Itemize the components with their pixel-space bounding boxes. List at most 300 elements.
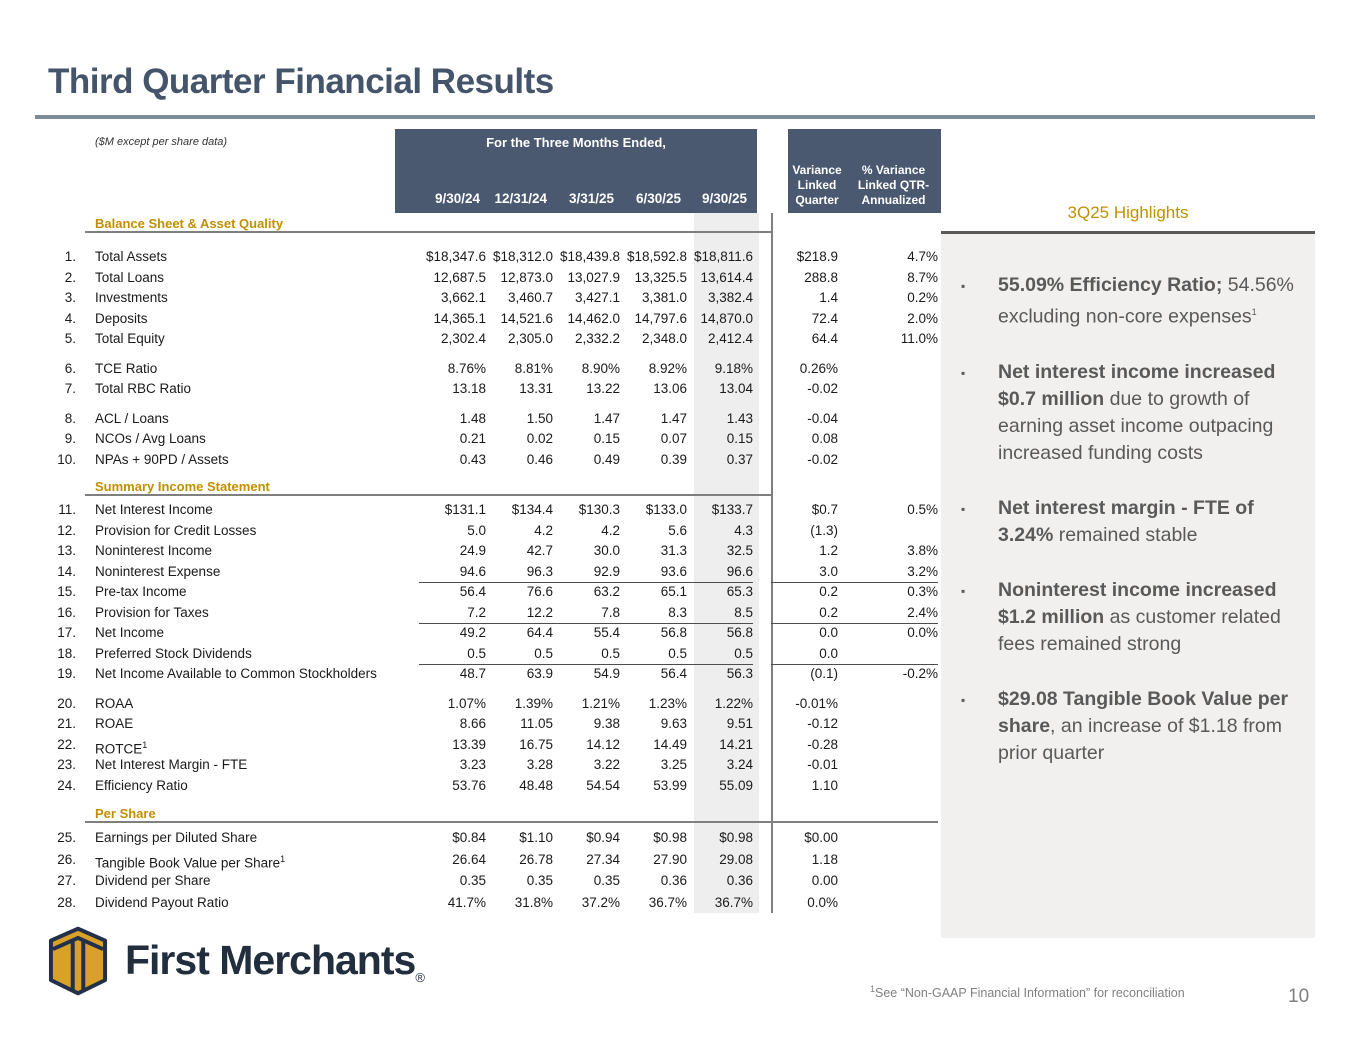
bullet-square-icon: ▪ [961,692,966,707]
row-label: Net Interest Income [95,502,213,517]
table-sections [40,213,938,913]
value-cell: 14,870.0 [700,310,753,326]
pct-variance-cell: 3.2% [838,562,938,584]
section-rows [40,500,938,796]
row-number: 19. [57,666,76,681]
table-row [40,288,938,309]
pct-variance-cell [838,521,938,542]
footnote: $^1$See “Non-GAAP Financial Information” for reconciliation [870,984,1185,1001]
value-cell: 0.21 [459,431,486,446]
value-cell: 9.38 [593,716,620,731]
row-label: Deposits [95,310,148,326]
value-cell: 4.3 [734,522,753,538]
row-number: 4. [64,310,76,326]
row-label: Investments [95,290,168,305]
value-cell: 48.7 [459,666,486,681]
value-cell: 1.50 [526,410,553,426]
value-cell: 0.46 [526,451,553,467]
variance-cell: -0.01 [807,757,838,772]
value-cell: 3.25 [660,757,687,772]
pct-variance-cell: 0.5% [907,502,938,517]
row-label: Total Loans [95,269,165,285]
value-cell: 7.8 [553,603,620,625]
row-label: TCE Ratio [95,360,158,376]
row-number: 20. [57,695,76,711]
table-row [40,450,938,471]
row-number: 14. [57,563,76,579]
row-number: 17. [57,625,76,640]
row-label: Tangible Book Value per Share$^1$ [95,853,286,870]
value-cell: 0.35 [593,873,620,888]
value-cell: 7.2 [419,603,486,625]
pct-variance-cell [838,379,938,400]
pct-variance-cell [838,714,938,735]
registered-mark: ® [415,970,424,985]
date-columns-row [40,187,938,211]
highlight-bullet [961,359,1299,467]
row-number: 23. [57,757,76,772]
value-cell: 3.28 [526,757,553,772]
divider-gap [753,892,771,914]
highlight-bullet [961,495,1299,549]
value-cell: 0.5 [620,644,687,666]
row-label: Total Assets [95,249,168,264]
pct-variance-cell [838,359,938,380]
date-column-5: 9/30/25 [701,191,747,206]
value-cell: 24.9 [459,543,486,558]
value-cell: 0.5 [419,644,486,666]
row-number: 13. [57,543,76,558]
row-number: 15. [57,584,76,599]
table-row [40,359,938,380]
value-cell: 96.6 [687,562,753,584]
value-cell: 3,662.1 [440,290,486,305]
value-cell: $0.98 [653,830,687,845]
value-cell: 93.6 [620,562,687,584]
divider-gap [753,694,771,715]
pct-variance-cell [838,409,938,430]
value-cell: $0.94 [586,830,620,845]
pct-variance-cell: 0.2% [907,290,938,305]
table-row [40,268,938,289]
value-cell: $133.7 [711,502,753,517]
variance-cell: 0.0 [771,644,838,666]
value-cell: 3.23 [459,757,486,772]
table-row [40,664,938,685]
value-cell: 0.36 [726,873,753,888]
row-label: Earnings per Diluted Share [95,830,258,845]
value-cell: 48.48 [519,777,553,793]
pct-variance-cell [838,644,938,666]
company-logo [45,926,424,996]
pct-variance-cell [838,755,938,776]
value-cell: 92.9 [553,562,620,584]
divider-gap [753,359,771,380]
value-cell: 31.8% [514,894,553,910]
variance-cell: 0.0% [807,894,838,910]
divider-gap [753,450,771,471]
value-cell: 1.47 [593,410,620,426]
row-label: Dividend per Share [95,873,211,888]
table-row [40,623,938,644]
value-cell: 0.37 [726,451,753,467]
pct-variance-cell [838,450,938,471]
value-cell: $18,592.8 [626,249,687,264]
divider-gap [753,268,771,289]
value-cell: 2,412.4 [707,331,753,346]
value-cell: 36.7% [714,894,753,910]
value-cell: 13.06 [653,381,687,396]
value-cell: 96.3 [486,562,553,584]
divider-gap [753,288,771,309]
value-cell: 0.5 [486,644,553,666]
variance-cell: $0.7 [811,502,838,517]
value-cell: 0.39 [660,451,687,467]
variance-cell: 0.0 [819,625,838,640]
variance-cell: -0.28 [807,736,838,752]
bullet-text [998,359,1299,467]
variance-cell: (0.1) [810,666,838,681]
value-cell: 30.0 [593,543,620,558]
value-cell: 13,325.5 [634,269,687,285]
pct-variance-cell [838,776,938,797]
variance-cell: 64.4 [811,331,838,346]
value-cell: $131.1 [444,502,486,517]
pct-variance-cell [838,827,938,849]
value-cell: 65.3 [726,584,753,599]
row-label-superscript: 1 [142,739,148,750]
bullet-text [998,577,1299,658]
value-cell: $134.4 [511,502,553,517]
section-rows [40,827,938,913]
units-note: ($M except per share data) [95,136,228,148]
value-cell: 49.2 [459,625,486,640]
row-number: 9. [64,431,76,446]
value-cell: $18,811.6 [693,249,753,264]
table-row [40,521,938,542]
row-number: 25. [57,830,76,845]
variance-cell: 0.2 [771,603,838,625]
row-number: 5. [64,331,76,346]
variance-cell: 0.2 [819,584,838,599]
table-row [40,562,938,583]
value-cell: $18,347.6 [425,249,486,264]
title-divider [35,115,1315,119]
table-row [40,694,938,715]
value-cell: 13,027.9 [567,269,620,285]
variance-cell: 288.8 [804,269,838,285]
value-cell: 0.5 [687,644,753,666]
divider-gap [753,541,771,562]
pct-variance-cell: -0.2% [902,666,938,681]
bullet-bold-text: Net interest income increased $0.7 million [998,360,1276,410]
value-cell: 65.1 [660,584,687,599]
pct-variance-cell [838,892,938,914]
table-section [40,479,938,796]
row-label: Net Income [95,625,165,640]
value-cell: 63.9 [526,666,553,681]
value-cell: $0.84 [452,830,486,845]
value-cell: 56.3 [726,666,753,681]
table-row [40,429,938,450]
bullet-square-icon: ▪ [961,583,966,598]
value-cell: 26.64 [452,851,486,867]
value-cell: 27.90 [653,851,687,867]
divider-gap [753,870,771,892]
table-row [40,309,938,330]
value-cell: 8.76% [447,360,486,376]
value-cell: 26.78 [519,851,553,867]
value-cell: 13.04 [719,381,753,396]
value-cell: 0.43 [459,451,486,467]
value-cell: 42.7 [526,543,553,558]
value-cell: 4.2 [534,522,553,538]
bullet-plain-text: due to growth of earning asset income outpacing increased funding costs [998,387,1274,464]
value-cell: 12,873.0 [500,269,553,285]
value-cell: 0.15 [726,431,753,446]
row-label: Efficiency Ratio [95,777,188,793]
bullet-superscript: 1 [1251,307,1257,317]
date-column-4: 6/30/25 [635,191,681,206]
value-cell: $18,439.8 [559,249,620,264]
row-label: ROTCE$^1$ [95,739,148,756]
value-cell: 1.47 [660,410,687,426]
value-cell: 14,797.6 [634,310,687,326]
pct-variance-cell: 0.3% [907,584,938,599]
first-merchants-vault-icon [45,926,111,996]
divider-gap [753,714,771,735]
row-number: 16. [57,604,76,620]
value-cell: 8.3 [620,603,687,625]
value-cell: 3,381.0 [641,290,687,305]
date-column-3: 3/31/25 [568,191,614,206]
divider-gap [753,329,771,350]
variance-cell: -0.02 [807,451,838,467]
row-number: 12. [57,522,76,538]
highlight-bullet [961,272,1299,331]
bullet-plain-text: as customer related fees remained strong [998,605,1281,655]
value-cell: 2,305.0 [507,331,553,346]
variance-cell: $218.9 [796,249,838,264]
value-cell: 13.22 [586,381,620,396]
value-cell: 54.9 [593,666,620,681]
value-cell: 14.21 [719,736,753,752]
table-row [40,329,938,350]
table-row [40,541,938,562]
bullet-square-icon: ▪ [961,365,966,380]
divider-gap [753,247,771,268]
row-number: 6. [64,360,76,376]
value-cell: 8.5 [687,603,753,625]
row-number: 2. [64,269,76,285]
variance-cell: $0.00 [804,830,838,845]
value-cell: 31.3 [660,543,687,558]
bullet-bold-text: Net interest margin - FTE of 3.24% [998,496,1254,546]
value-cell: $0.98 [719,830,753,845]
variance-cell: 1.10 [811,777,838,793]
pct-variance-cell [838,870,938,892]
pct-variance-cell: 8.7% [907,269,938,285]
row-label: Pre-tax Income [95,584,187,599]
value-cell: 0.5 [553,644,620,666]
pct-variance-annualized-header: % Variance Linked QTR- Annualized [857,163,930,207]
row-label: Dividend Payout Ratio [95,894,229,910]
value-cell: 5.6 [668,522,687,538]
pct-variance-cell: 0.0% [907,625,938,640]
variance-cell: -0.04 [807,410,838,426]
value-cell: 9.18% [714,360,753,376]
row-number: 3. [64,290,76,305]
value-cell: 8.81% [514,360,553,376]
divider-gap [753,603,771,625]
table-row [40,247,938,268]
variance-cell: -0.12 [807,716,838,731]
row-label: Total Equity [95,331,165,346]
value-cell: 29.08 [719,851,753,867]
row-number: 1. [64,249,76,264]
table-row [40,603,938,624]
page-title: Third Quarter Financial Results [48,62,554,101]
pct-variance-cell [838,694,938,715]
divider-gap [753,379,771,400]
table-row [40,870,938,892]
bullet-plain-text: , an increase of $1.18 from prior quarter [998,714,1283,764]
value-cell: 53.99 [653,777,687,793]
row-label: Total RBC Ratio [95,381,192,396]
row-label: ROAA [95,695,134,711]
divider-gap [753,582,771,603]
value-cell: 14.49 [653,736,687,752]
value-cell: 0.35 [526,873,553,888]
value-cell: 0.49 [593,451,620,467]
divider-gap [753,562,771,584]
bullet-bold-text: 55.09% Efficiency Ratio; [998,274,1223,296]
table-row [40,827,938,849]
row-number: 22. [57,736,76,752]
row-number: 8. [64,410,76,426]
value-cell: 0.15 [593,431,620,446]
divider-gap [753,429,771,450]
variance-linked-quarter-header: Variance Linked Quarter [792,163,842,207]
row-number: 27. [57,873,76,888]
value-cell: 54.54 [586,777,620,793]
row-label: Preferred Stock Dividends [95,645,252,661]
divider-gap [753,623,771,644]
value-cell: 5.0 [467,522,486,538]
variance-cell: 1.18 [811,851,838,867]
value-cell: 55.4 [593,625,620,640]
value-cell: 13,614.4 [700,269,753,285]
variance-cell: -0.02 [807,381,838,396]
table-row [40,500,938,521]
row-label: Provision for Taxes [95,604,209,620]
value-cell: 12.2 [486,603,553,625]
value-cell: 63.2 [593,584,620,599]
value-cell: 9.51 [726,716,753,731]
row-label: Provision for Credit Losses [95,522,257,538]
divider-gap [753,409,771,430]
row-label: NCOs / Avg Loans [95,431,206,446]
section-heading: Summary Income Statement [85,479,771,496]
value-cell: $130.3 [578,502,620,517]
value-cell: 13.31 [519,381,553,396]
pct-variance-cell: 2.0% [907,310,938,326]
row-label: ROAE [95,716,134,731]
variance-cell: 0.26% [799,360,838,376]
value-cell: 56.8 [660,625,687,640]
value-cell: 0.36 [660,873,687,888]
value-cell: 4.2 [601,522,620,538]
value-cell: 64.4 [526,625,553,640]
row-label: Noninterest Expense [95,563,221,579]
highlights-title: 3Q25 Highlights [1067,203,1189,222]
months-header-label: For the Three Months Ended, [486,135,666,150]
row-label: Net Income Available to Common Stockholders [95,666,377,681]
value-cell: $18,312.0 [492,249,553,264]
bullet-text [998,272,1299,331]
bullet-text [998,686,1299,767]
value-cell: 2,348.0 [641,331,687,346]
bullet-plain-text: 54.56% excluding non-core expenses [998,274,1294,328]
variance-cell: 1.2 [819,543,838,558]
value-cell: 1.07% [447,695,486,711]
value-cell: 11.05 [520,716,553,731]
value-cell: 9.63 [660,716,687,731]
date-column-2: 12/31/24 [494,191,547,206]
value-cell: 16.75 [519,736,553,752]
bullet-bold-text: Noninterest income increased $1.2 million [998,578,1277,628]
value-cell: 76.6 [526,584,553,599]
highlights-bullet-list [961,272,1299,767]
row-number: 11. [58,502,76,517]
value-cell: 2,302.4 [440,331,486,346]
divider-gap [753,500,771,521]
value-cell: 14.12 [586,736,620,752]
divider-gap [753,644,771,666]
value-cell: 3,460.7 [507,290,553,305]
value-cell: 32.5 [726,543,753,558]
value-cell: 27.34 [586,851,620,867]
row-number: 28. [57,894,76,910]
value-cell: 56.4 [660,666,687,681]
row-number: 7. [64,381,76,396]
highlight-bullet [961,577,1299,658]
pct-variance-cell: 11.0% [900,331,938,346]
row-number: 10. [57,451,76,467]
financial-table [40,129,950,929]
value-cell: 56.8 [726,625,753,640]
value-cell: 13.39 [452,736,486,752]
row-number: 26. [57,851,76,867]
highlights-panel [941,231,1315,938]
table-section [40,806,938,913]
section-rows [40,247,938,470]
divider-gap [753,755,771,776]
divider-gap [753,827,771,849]
variance-cell: 3.0 [771,562,838,584]
bullet-text [998,495,1299,549]
pct-variance-cell: 2.4% [838,603,938,625]
value-cell: 0.07 [660,431,687,446]
variance-cell: -0.01% [795,695,838,711]
highlight-bullet [961,686,1299,767]
table-row [40,849,938,871]
row-label-superscript: 1 [280,853,286,864]
value-cell: 53.76 [452,777,486,793]
bullet-square-icon: ▪ [961,279,966,293]
value-cell: 1.23% [648,695,687,711]
value-cell: 37.2% [581,894,620,910]
